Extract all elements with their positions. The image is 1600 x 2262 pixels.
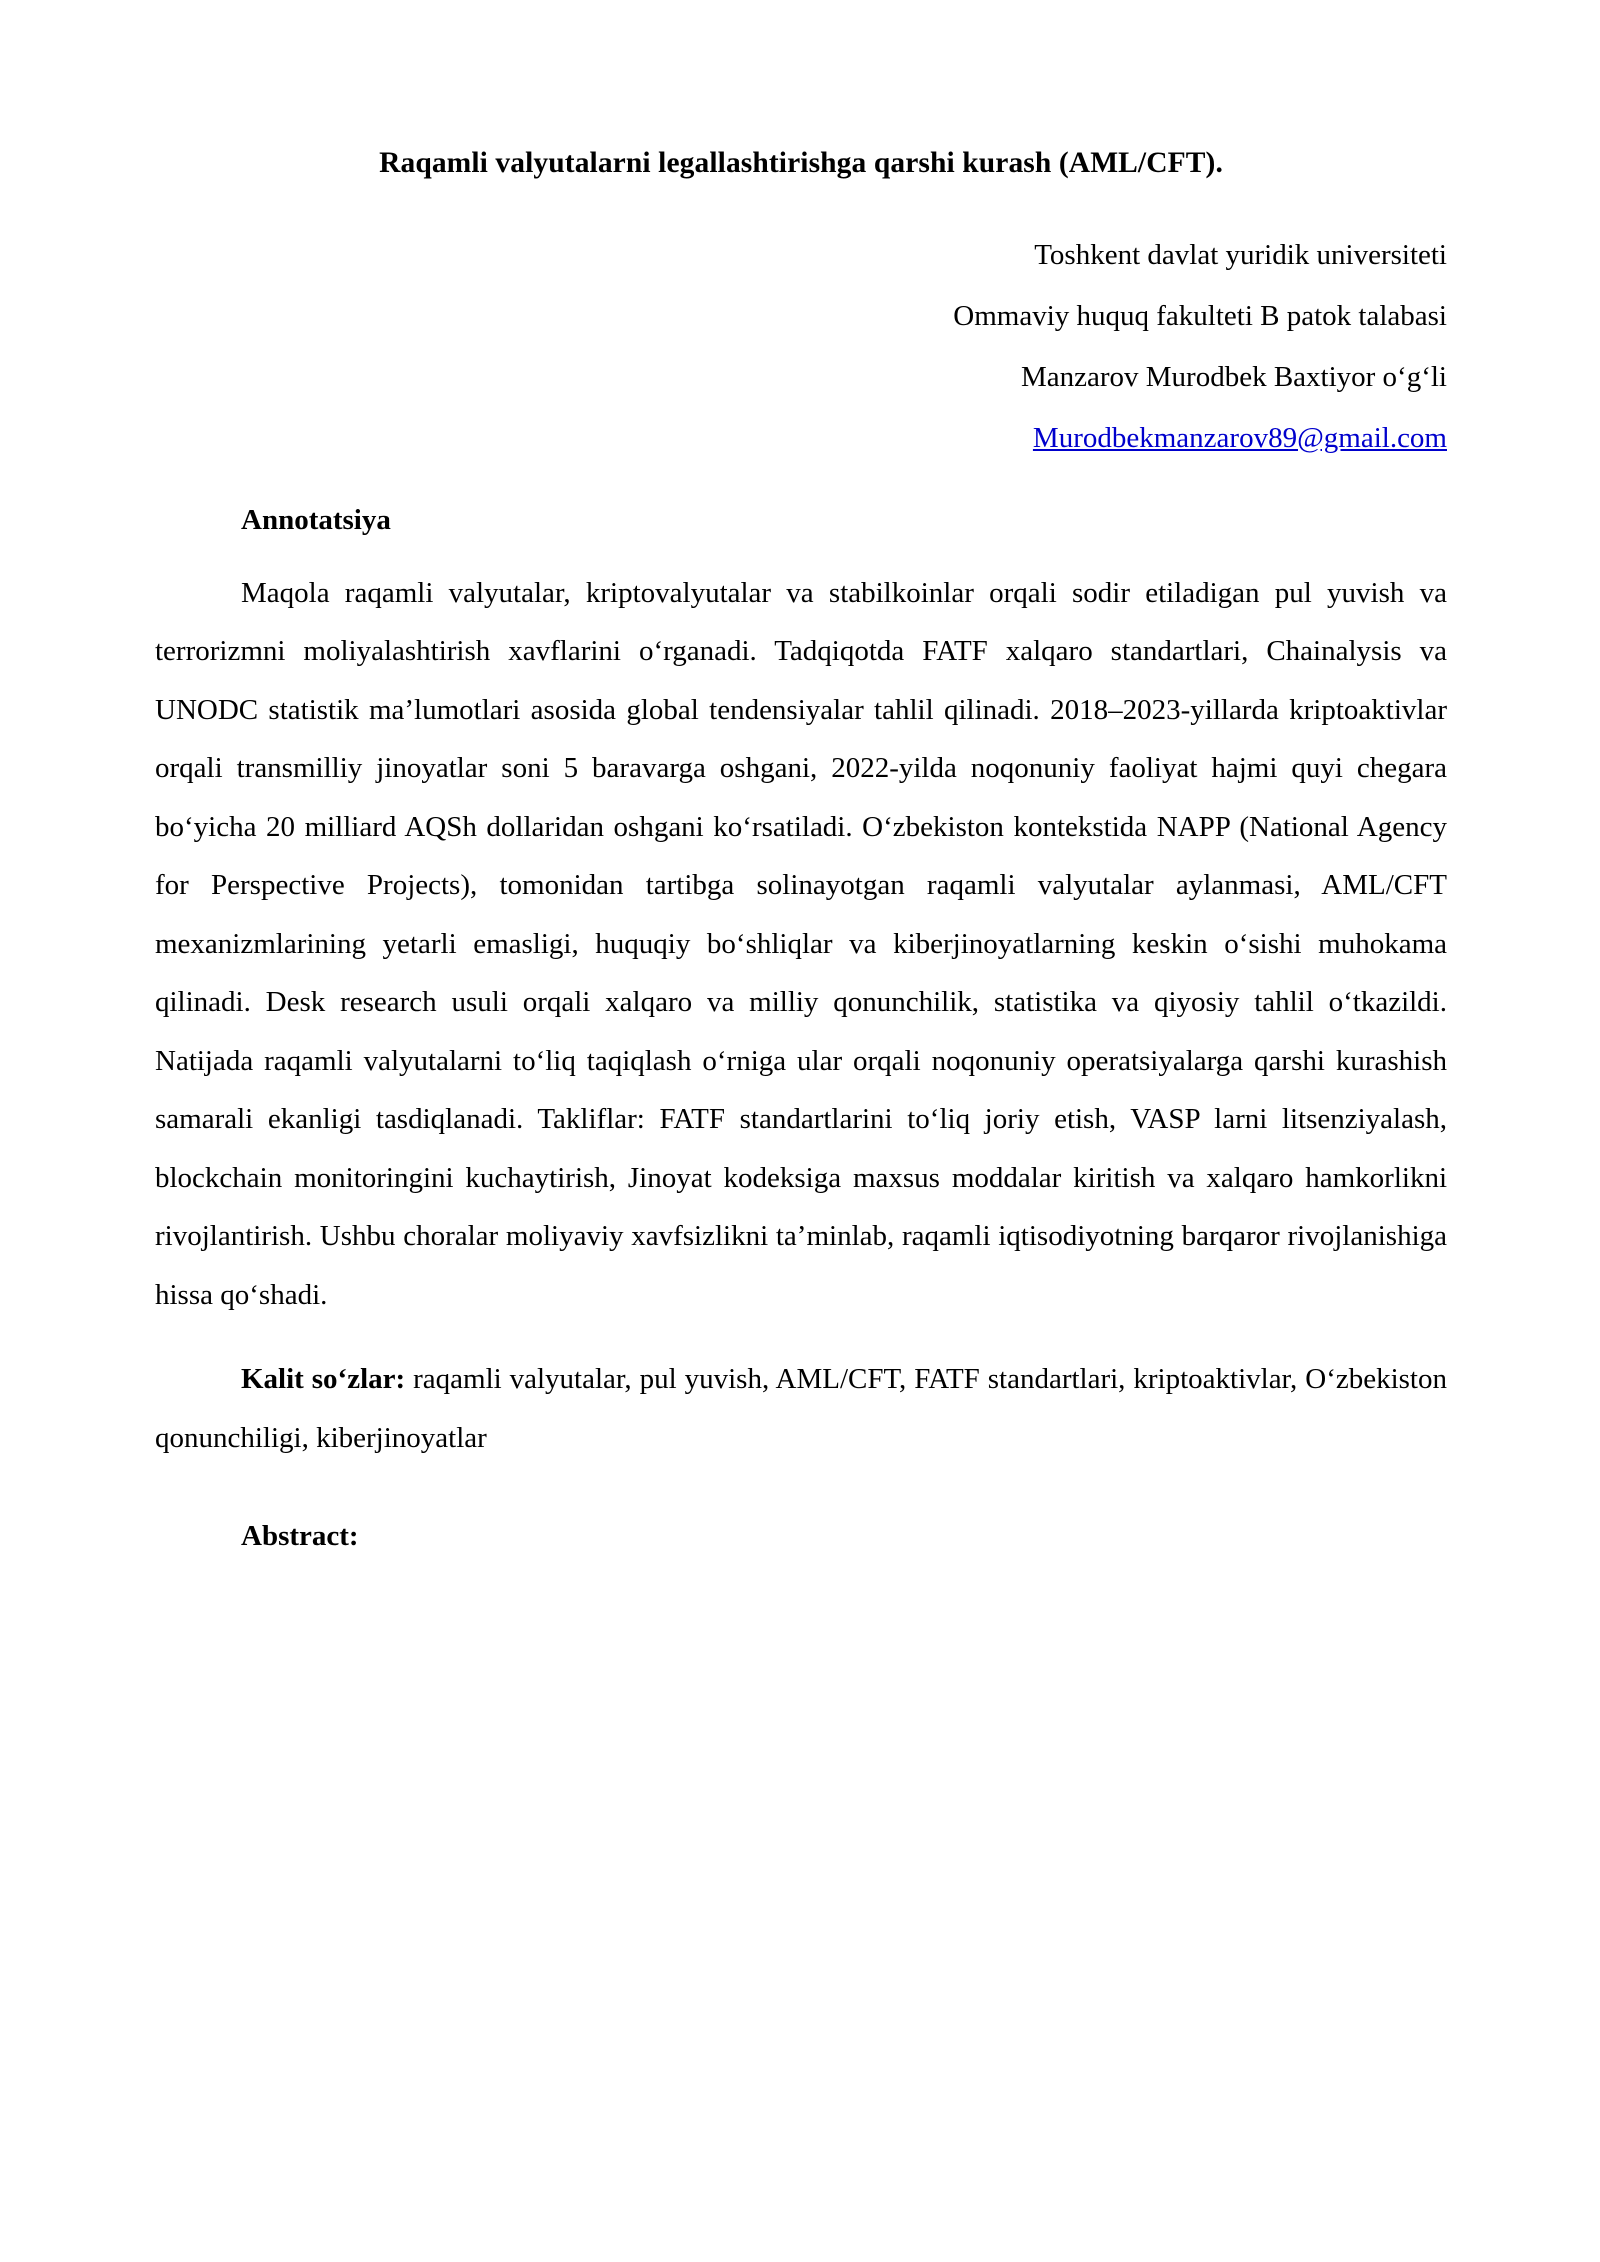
author-email-link[interactable]: Murodbekmanzarov89@gmail.com: [1032, 421, 1447, 454]
keywords-label: Kalit so‘zlar:: [241, 1363, 406, 1395]
affiliation-email-line: [155, 392, 1447, 453]
page-content-column: [155, 0, 1447, 1551]
section-heading-annotatsiya: Annotatsiya: [241, 503, 391, 536]
keywords-paragraph: [155, 1324, 1447, 1467]
abstract-paragraph-uz: Maqola raqamli valyutalar, kriptovalyutalar va stabilkoinlar orqali sodir etiladigan pul yuvish va terrorizmni moliyalashtirish xavflarini o‘rganadi. Tadqiqotda FATF xalqaro standartlari, Chainalysis va UNODC statistik ma’lumotlari asosida global tendensiyalar tahlil qilinadi. 2018–2023-yillarda kriptoaktivlar orqali transmilliy jinoyatlar soni 5 baravarga oshgani, 2022-yilda noqonuniy faoliyat hajmi quyi chegara bo‘yicha 20 milliard AQSh dollaridan oshgani ko‘rsatiladi. O‘zbekiston kontekstida NAPP (National Agency for Perspective Projects), tomonidan tartibga solinayotgan raqamli valyutalar aylanmasi, AML/CFT mexanizmlarining yetarli emasligi, huquqiy bo‘shliqlar va kiberjinoyatlarning keskin o‘sishi muhokama qilinadi. Desk research usuli orqali xalqaro va milliy qonunchilik, statistika va qiyosiy tahlil o‘tkazildi. Natijada raqamli valyutalarni to‘liq taqiqlash o‘rniga ular orqali noqonuniy operatsiyalarga qarshi kurashish samarali ekanligi tasdiqlanadi. Takliflar: FATF standartlarini to‘liq joriy etish, VASP larni litsenziyalash, blockchain monitoringini kuchaytirish, Jinoyat kodeksiga maxsus moddalar kiritish va xalqaro hamkorlikni rivojlantirish. Ushbu choralar moliyaviy xavfsizlikni ta’minlab, raqamli iqtisodiyotning barqaror rivojlanishiga hissa qo‘shadi.: [155, 576, 1447, 1311]
affiliation-author: Manzarov Murodbek Baxtiyor o‘g‘li: [1020, 360, 1447, 393]
affiliation-block: [155, 179, 1447, 453]
keywords-values: raqamli valyutalar, pul yuvish, AML/CFT, FATF standartlari, kriptoaktivlar, O‘zbekiston qonunchiligi, kiberjinoyatlar: [155, 1363, 1447, 1454]
section-heading-abstract: Abstract:: [241, 1520, 359, 1552]
page-title: Raqamli valyutalarni legallashtirishga qarshi kurash (AML/CFT).: [379, 147, 1223, 179]
affiliation-university: Toshkent davlat yuridik universiteti: [1034, 238, 1447, 271]
affiliation-faculty: Ommaviy huquq fakulteti B patok talabasi: [953, 299, 1447, 332]
